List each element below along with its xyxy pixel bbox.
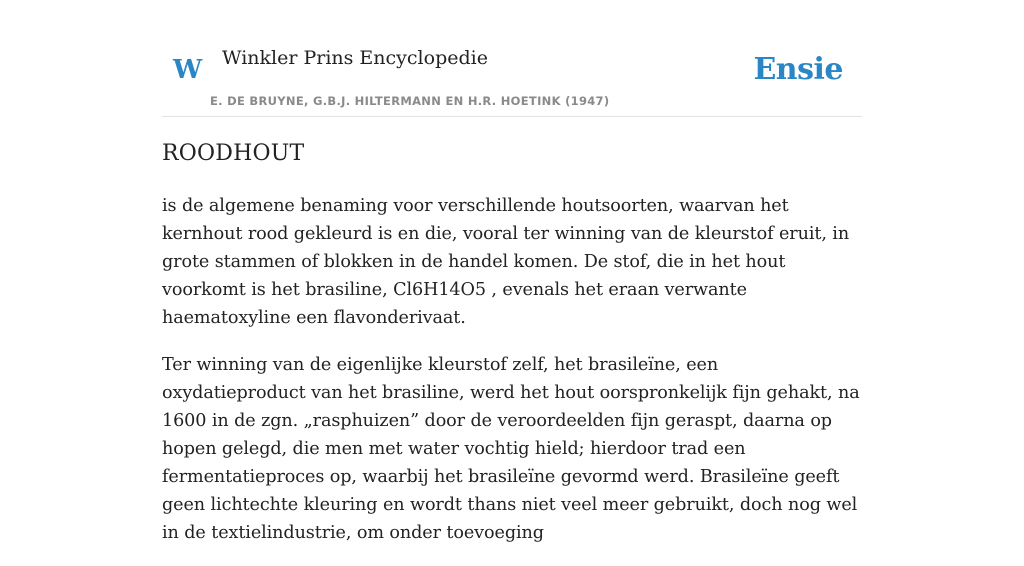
entry-content xyxy=(162,192,862,566)
entry-paragraph: Ter winning van de eigenlijke kleurstof zelf, het brasileïne, een oxydatieproduct van het brasiline, werd het hout oorspronkelijk fijn gehakt, na 1600 in de zgn. „rasphuizen” door de veroordeelden fijn geraspt, daarna op hopen gelegd, die men met water vochtig hield; hierdoor trad een fermentatieproces op, waarbij het brasileïne gevormd werd. Brasileïne geeft geen lichtechte kleuring en wordt thans niet veel meer gebruikt, doch nog wel in de textielindustrie, om onder toevoeging xyxy=(162,355,860,543)
book-title[interactable]: Winkler Prins Encyclopedie xyxy=(222,47,488,69)
site-header xyxy=(162,0,862,117)
entry-title: ROODHOUT xyxy=(162,141,305,166)
entry-paragraph: is de algemene benaming voor verschillende houtsoorten, waarvan het kernhout rood gekleurd is en die, vooral ter winning van de kleurstof eruit, in grote stammen of blokken in de handel komen. De stof, die in het hout voorkomt is het brasiline, Cl6H14O5 , evenals het eraan verwante haematoxyline een flavonderivaat. xyxy=(162,196,850,328)
winkler-prins-logo[interactable]: W xyxy=(173,55,203,85)
ensie-logo-link[interactable]: Ensie xyxy=(753,52,843,87)
book-authors: E. DE BRUYNE, G.B.J. HILTERMANN EN H.R. HOETINK (1947) xyxy=(210,94,610,108)
